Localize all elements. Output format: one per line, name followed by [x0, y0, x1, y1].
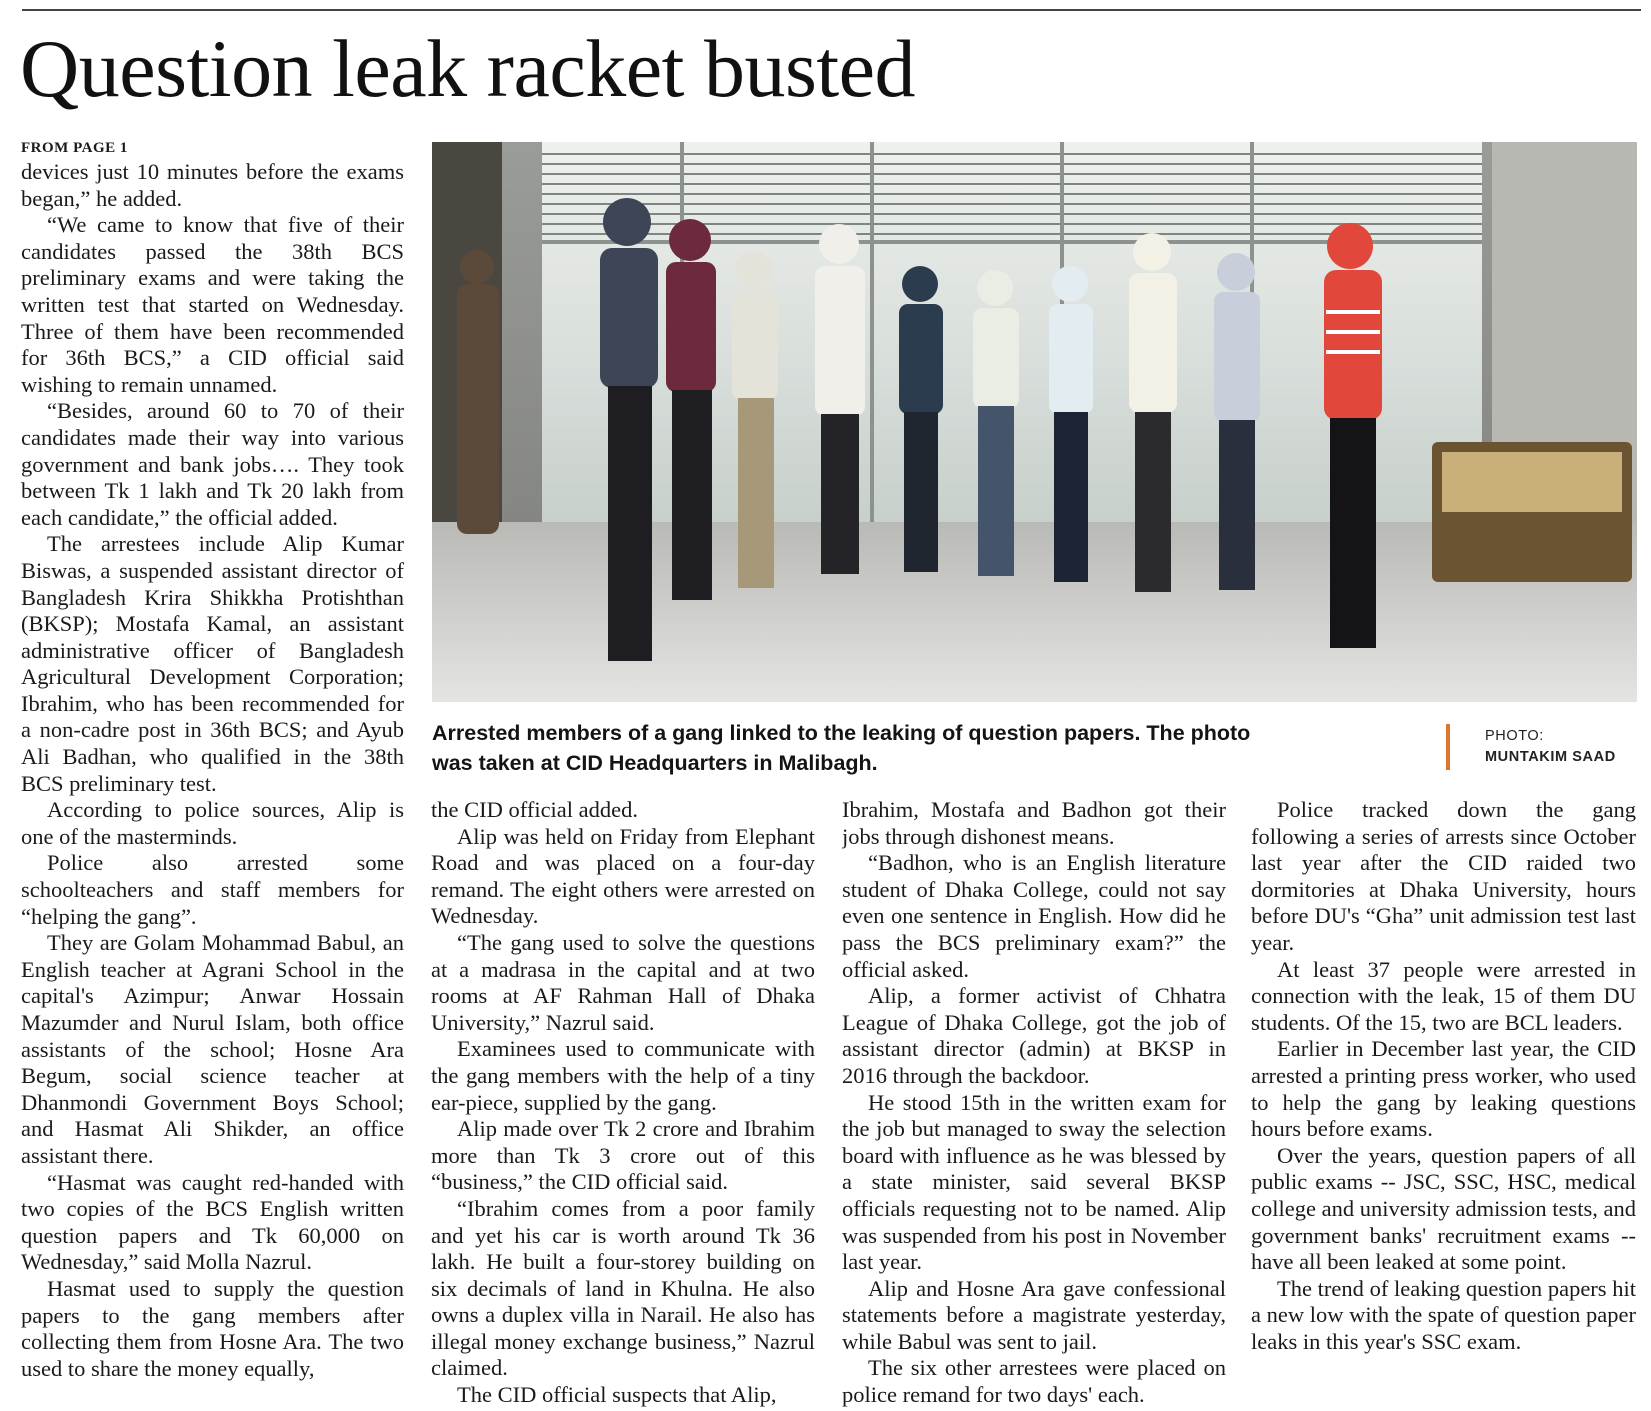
photo-credit-label: PHOTO: — [1485, 728, 1544, 744]
article-column-4 — [1251, 797, 1636, 1411]
paragraph: He stood 15th in the written exam for the job but managed to sway the selection board with influence as he was blessed by a state minister, said several BKSP officials requesting not to be named. Alip was suspended from his post in November last year. — [842, 1089, 1226, 1275]
paragraph: Police tracked down the gang following a series of arrests since October last year after the CID raided two dormitories at Dhaka University, hours before DU's “Gha” unit admission test last year. — [1251, 797, 1636, 955]
article-column-2 — [431, 797, 815, 1411]
paragraph: the CID official added. — [431, 797, 639, 822]
paragraph: Alip made over Tk 2 crore and Ibrahim more than Tk 3 crore out of this “business,” the CID official said. — [431, 1116, 815, 1195]
jump-kicker: FROM PAGE 1 — [21, 140, 128, 156]
credit-accent-bar — [1446, 724, 1450, 770]
paragraph: According to police sources, Alip is one of the masterminds. — [21, 797, 404, 849]
paragraph: Alip was held on Friday from Elephant Road and was placed on a four-day remand. The eight others were arrested on Wednesday. — [431, 823, 815, 929]
article-column-1 — [21, 140, 404, 1411]
photo-credit — [1485, 726, 1616, 768]
paragraph: devices just 10 minutes before the exams began,” he added. — [21, 159, 404, 211]
paragraph: At least 37 people were arrested in connection with the leak, 15 of them DU students. Of the 15, two are BCL leaders. — [1251, 956, 1636, 1035]
top-rule — [22, 9, 1641, 11]
paragraph: “Besides, around 60 to 70 of their candidates made their way into various government and bank jobs…. They took between Tk 1 lakh and Tk 20 lakh from each candidate,” the official added. — [21, 398, 404, 530]
paragraph: Hasmat used to supply the question papers to the gang members after collecting them from Hosne Ara. The two used to share the money equally, — [21, 1275, 404, 1381]
paragraph: Police also arrested some schoolteachers and staff members for “helping the gang”. — [21, 850, 404, 929]
paragraph: The trend of leaking question papers hit a new low with the spate of question paper leaks in this year's SSC exam. — [1251, 1275, 1636, 1354]
arrestees-photo-illustration — [432, 142, 1637, 702]
paragraph: “Hasmat was caught red-handed with two copies of the BCS English written question papers and Tk 60,000 on Wednesday,” said Molla Nazrul. — [21, 1169, 404, 1275]
paragraph: “Ibrahim comes from a poor family and yet his car is worth around Tk 36 lakh. He built a four-storey building on six decimals of land in Khulna. He also owns a duplex villa in Narail. He also has illegal money exchange business,” Nazrul claimed. — [431, 1195, 815, 1381]
paragraph: “Badhon, who is an English literature student of Dhaka College, could not say even one sentence in English. How did he pass the BCS preliminary exam?” the official asked. — [842, 850, 1226, 982]
paragraph: Over the years, question papers of all public exams -- JSC, SSC, HSC, medical college and university admission tests, and government banks' recruitment exams -- have all been leaked at some point. — [1251, 1142, 1636, 1275]
paragraph: “We came to know that five of their candidates passed the 38th BCS preliminary exams and were taking the written test that started on Wednesday. Three of them have been recommended for 36th BCS,” a CID official said wishing to remain unnamed. — [21, 212, 404, 397]
paragraph: Ibrahim, Mostafa and Badhon got their jobs through dishonest means. — [842, 797, 1226, 849]
photo-caption: Arrested members of a gang linked to the leaking of question papers. The photo was taken at CID Headquarters in Malibagh. — [432, 721, 1251, 775]
paragraph: “The gang used to solve the questions at a madrasa in the capital and at two rooms at AF Rahman Hall of Dhaka University,” Nazrul said. — [431, 929, 815, 1035]
paragraph: Alip and Hosne Ara gave confessional statements before a magistrate yesterday, while Babul was sent to jail. — [842, 1275, 1226, 1354]
paragraph: The CID official suspects that Alip, — [457, 1382, 777, 1408]
paragraph: The arrestees include Alip Kumar Biswas, a suspended assistant director of Bangladesh Krira Shikkha Protishthan (BKSP); Mostafa Kamal, an assistant administrative officer of Bangladesh Agricultural Development Corporation; Ibrahim, who has been recommended for a non-cadre post in 36th BCS; and Ayub Ali Badhan, who qualified in the 38th BCS preliminary test. — [21, 531, 404, 796]
news-photo — [432, 142, 1637, 702]
headline: Question leak racket busted — [20, 23, 916, 114]
paragraph: Earlier in December last year, the CID arrested a printing press worker, who used to help the gang by leaking questions hours before exams. — [1251, 1036, 1636, 1142]
paragraph: Alip, a former activist of Chhatra League of Dhaka College, got the job of assistant director (admin) at BKSP in 2016 through the backdoor. — [842, 983, 1226, 1088]
photo-credit-name: MUNTAKIM SAAD — [1485, 749, 1616, 765]
paragraph: The six other arrestees were placed on police remand for two days' each. — [842, 1355, 1226, 1408]
paragraph: They are Golam Mohammad Babul, an English teacher at Agrani School in the capital's Azimpur; Anwar Hossain Mazumder and Nurul Islam, both office assistants of the school; Hosne Ara Begum, social science teacher at Dhanmondi Government Boys School; and Hasmat Ali Shikder, an office assistant there. — [21, 930, 404, 1168]
article-column-3 — [842, 797, 1226, 1411]
paragraph: Examinees used to communicate with the gang members with the help of a tiny ear-piece, supplied by the gang. — [431, 1036, 815, 1115]
